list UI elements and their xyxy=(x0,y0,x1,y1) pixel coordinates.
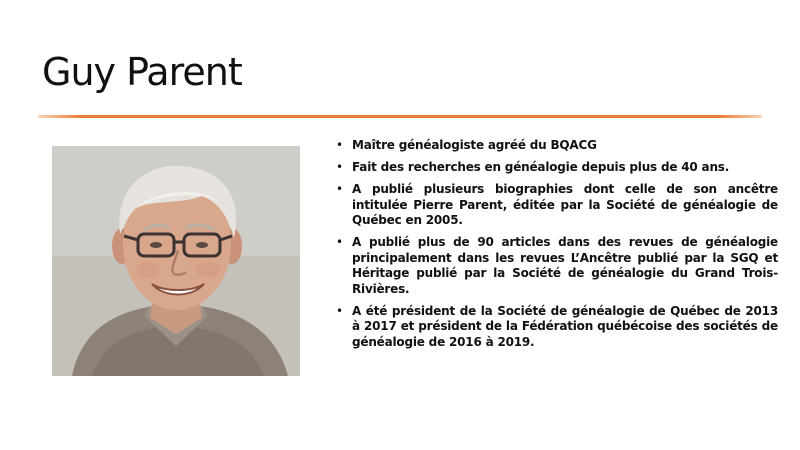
portrait-photo xyxy=(52,146,300,376)
bio-item-research-experience: • Fait des recherches en généalogie depuis plus de 40 ans. xyxy=(334,160,778,176)
bio-item-articles: • A publié plus de 90 articles dans des revues de généalogie principalement dans les revues L’Ancêtre publié par la SGQ et Héritage publié par la Société de généalogie du Grand Trois-Rivières. xyxy=(334,235,778,297)
portrait-illustration xyxy=(52,146,300,376)
bio-list xyxy=(334,138,778,357)
bio-item-certification: • Maître généalogiste agréé du BQACG xyxy=(334,138,778,154)
bio-item-presidencies: • A été président de la Société de généalogie de Québec de 2013 à 2017 et président de la Fédération québécoise des sociétés de généalogie de 2016 à 2019. xyxy=(334,304,778,351)
bio-item-biographies: • A publié plusieurs biographies dont celle de son ancêtre intitulée Pierre Parent, éditée par la Société de généalogie de Québec en 2005. xyxy=(334,182,778,229)
slide-title: Guy Parent xyxy=(42,50,242,94)
title-divider xyxy=(38,115,762,118)
